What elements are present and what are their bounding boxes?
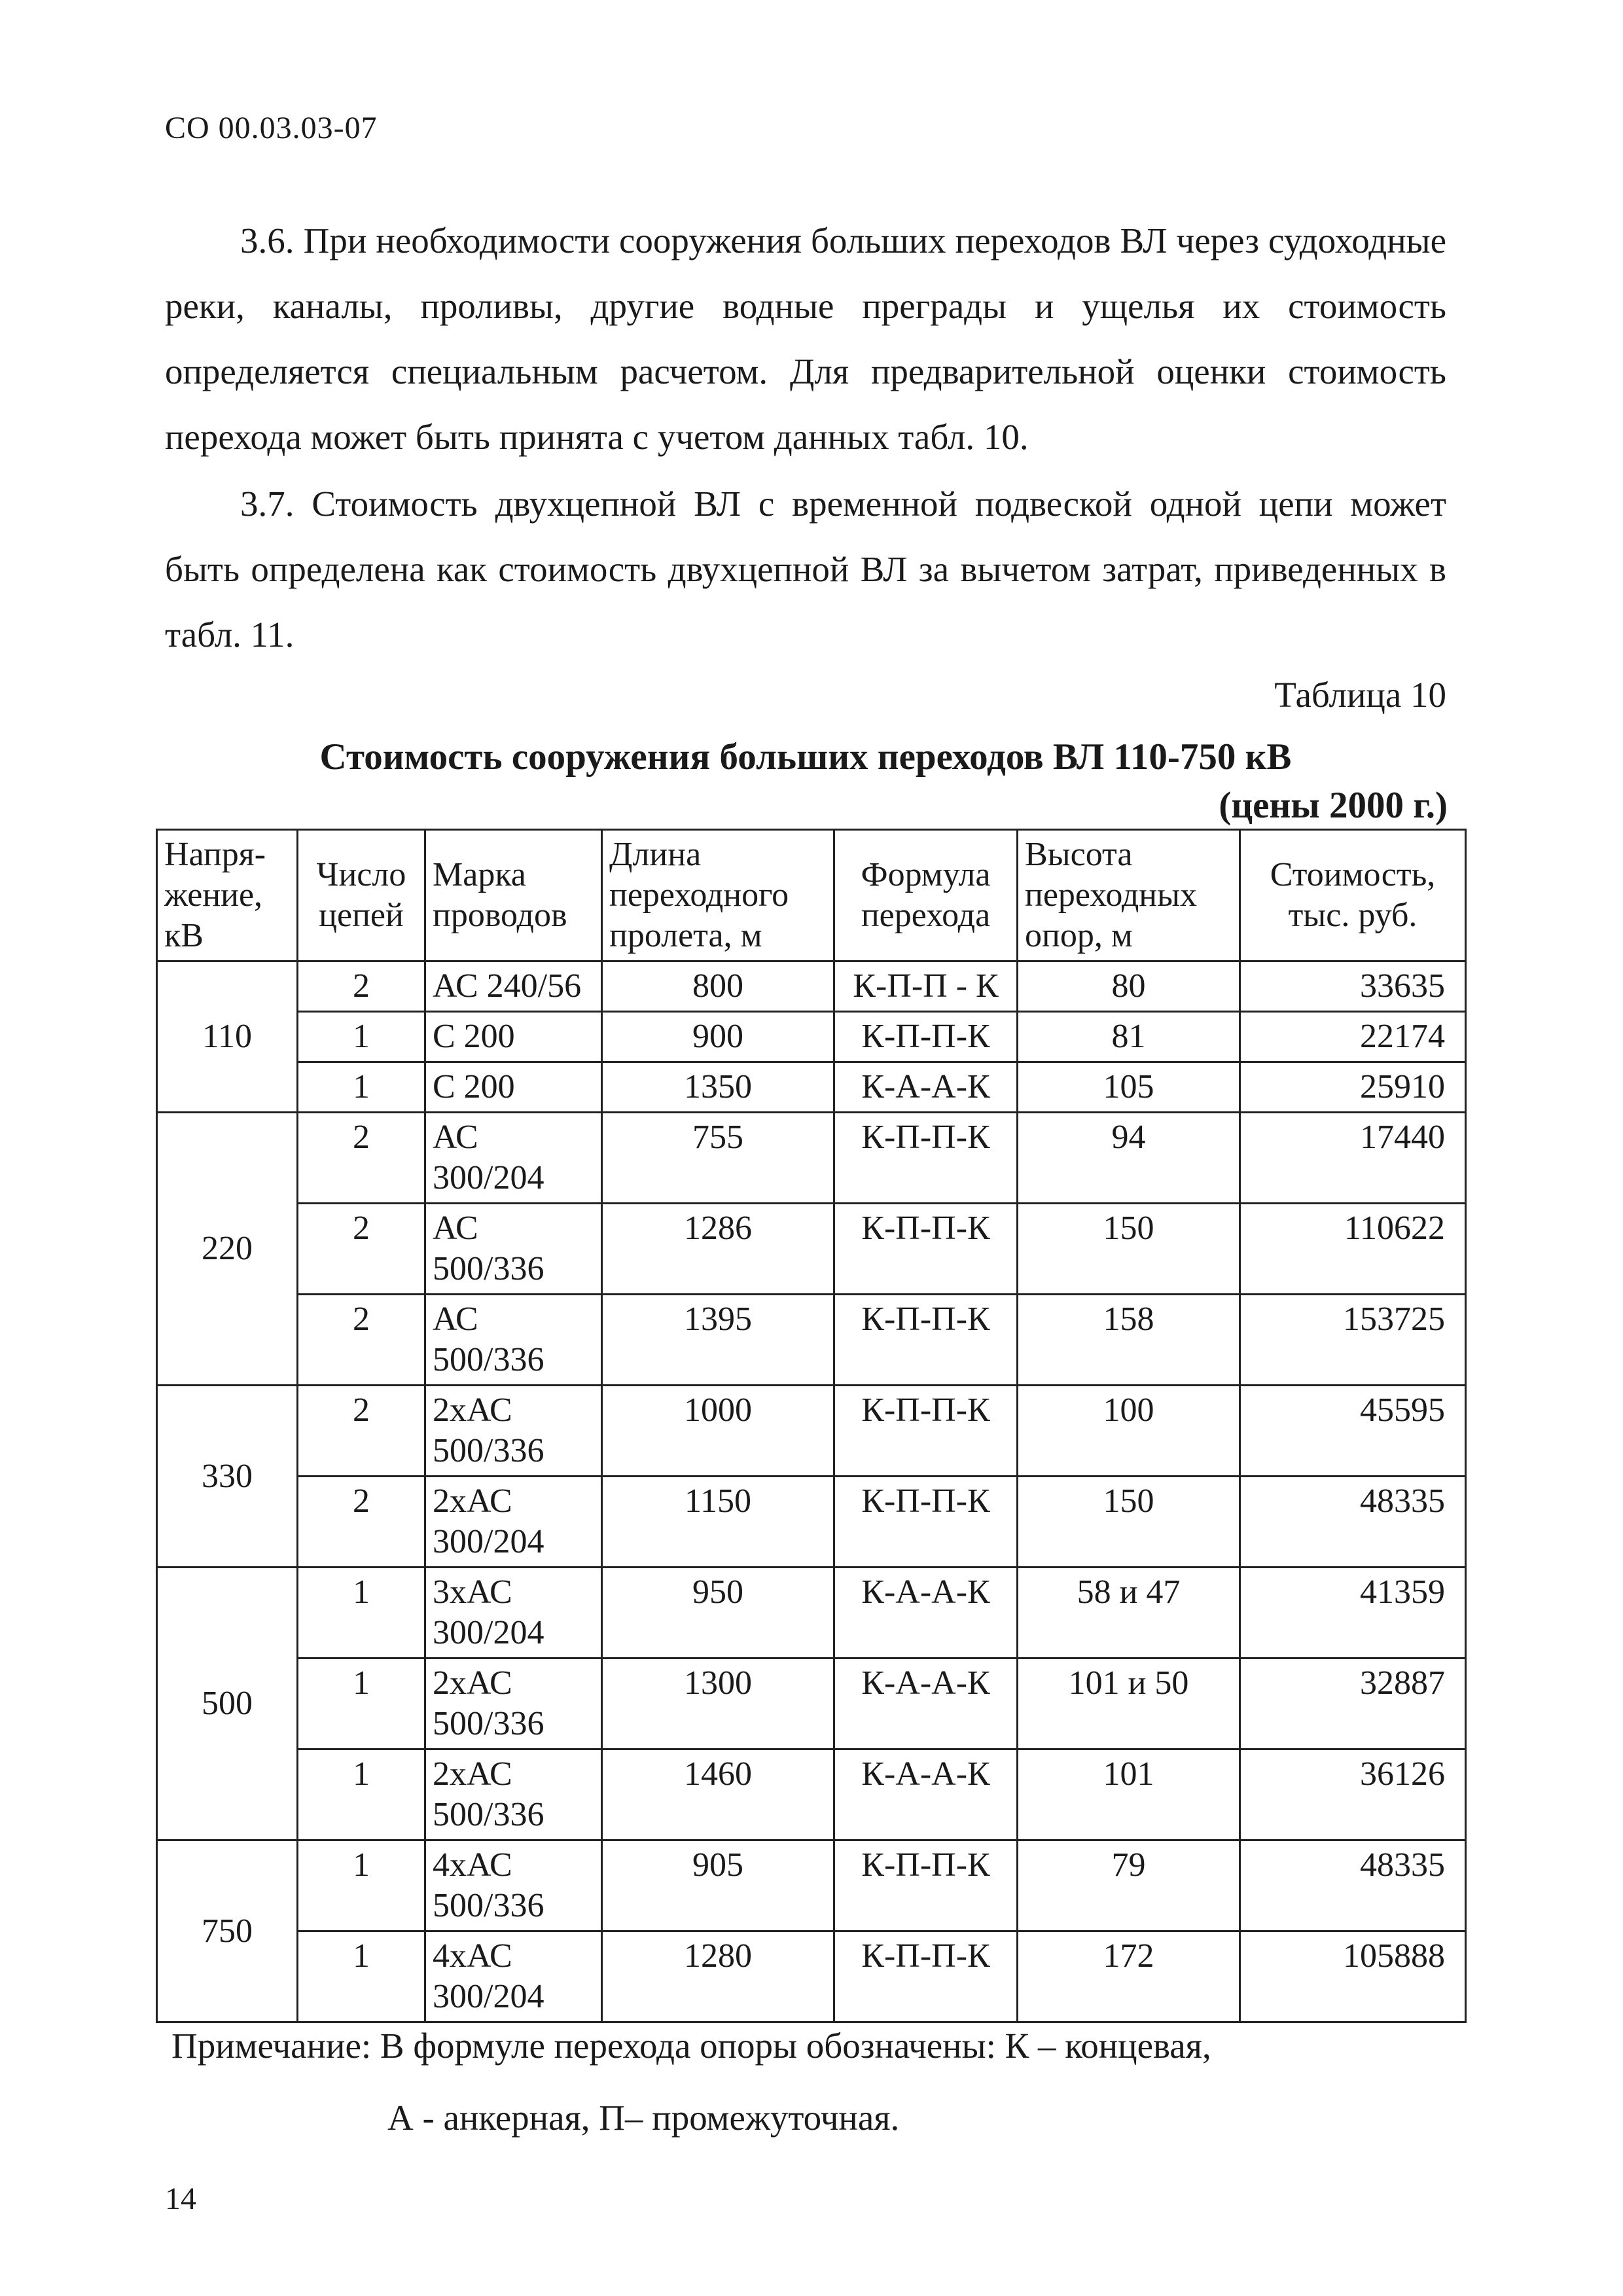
table-row xyxy=(157,961,1466,1012)
cell-span-length: 905 xyxy=(602,1840,834,1931)
table-body xyxy=(157,961,1466,2022)
header-voltage: Напря-жение, кВ xyxy=(157,830,298,961)
cell-tower-height: 150 xyxy=(1018,1477,1240,1568)
cell-circuits: 1 xyxy=(298,1659,425,1749)
cell-tower-height: 158 xyxy=(1018,1295,1240,1386)
cell-span-length: 950 xyxy=(602,1568,834,1659)
table-row xyxy=(157,1062,1466,1113)
table-label: Таблица 10 xyxy=(1274,675,1446,715)
cell-span-length: 1460 xyxy=(602,1749,834,1840)
cell-cost: 22174 xyxy=(1240,1012,1466,1062)
table-row xyxy=(157,1659,1466,1749)
crossing-cost-table xyxy=(156,829,1467,2023)
table-subtitle: (цены 2000 г.) xyxy=(1219,785,1448,826)
cell-tower-height: 81 xyxy=(1018,1012,1240,1062)
cell-cost: 45595 xyxy=(1240,1386,1466,1477)
cell-circuits: 1 xyxy=(298,1062,425,1113)
table-row xyxy=(157,1749,1466,1840)
cell-span-length: 1150 xyxy=(602,1477,834,1568)
cell-wire: АС 500/336 xyxy=(425,1204,602,1295)
header-span-length: Длина переходного пролета, м xyxy=(602,830,834,961)
cell-tower-height: 79 xyxy=(1018,1840,1240,1931)
cell-cost: 25910 xyxy=(1240,1062,1466,1113)
cell-formula: К-П-П-К xyxy=(834,1477,1018,1568)
cell-cost: 105888 xyxy=(1240,1931,1466,2022)
cell-wire: С 200 xyxy=(425,1062,602,1113)
cell-circuits: 2 xyxy=(298,961,425,1012)
cell-span-length: 1395 xyxy=(602,1295,834,1386)
cell-cost: 32887 xyxy=(1240,1659,1466,1749)
cell-span-length: 1300 xyxy=(602,1659,834,1749)
cell-circuits: 1 xyxy=(298,1840,425,1931)
cell-tower-height: 94 xyxy=(1018,1113,1240,1204)
cell-voltage: 750 xyxy=(157,1840,298,2022)
cell-span-length: 900 xyxy=(602,1012,834,1062)
cell-wire: 2хАС 500/336 xyxy=(425,1749,602,1840)
cell-circuits: 2 xyxy=(298,1477,425,1568)
cell-cost: 17440 xyxy=(1240,1113,1466,1204)
cell-tower-height: 105 xyxy=(1018,1062,1240,1113)
cell-wire: АС 240/56 xyxy=(425,961,602,1012)
cell-formula: К-А-А-К xyxy=(834,1568,1018,1659)
cell-circuits: 2 xyxy=(298,1113,425,1204)
cell-formula: К-П-П-К xyxy=(834,1113,1018,1204)
table-row xyxy=(157,1568,1466,1659)
paragraph-3-6: 3.6. При необходимости сооружения больших переходов ВЛ через судоходные реки, каналы, проливы, другие водные преграды и ущелья их стоимость определяется специальным расчетом. Для предварительной оценки стоимость перехода может быть принята с учетом данных табл. 10. xyxy=(165,221,1446,457)
cell-cost: 33635 xyxy=(1240,961,1466,1012)
cell-formula: К-П-П-К xyxy=(834,1386,1018,1477)
table-row xyxy=(157,1931,1466,2022)
header-circuits: Число цепей xyxy=(298,830,425,961)
cell-tower-height: 58 и 47 xyxy=(1018,1568,1240,1659)
table-row xyxy=(157,1295,1466,1386)
table-title: Стоимость сооружения больших переходов ВЛ 110-750 кВ xyxy=(319,736,1292,778)
table-note-line1: Примечание: В формуле перехода опоры обозначены: К – концевая, xyxy=(171,2026,1211,2066)
cell-circuits: 2 xyxy=(298,1295,425,1386)
cell-span-length: 1286 xyxy=(602,1204,834,1295)
cell-formula: К-П-П - К xyxy=(834,961,1018,1012)
cell-circuits: 1 xyxy=(298,1568,425,1659)
header-formula: Формула перехода xyxy=(834,830,1018,961)
cell-voltage: 330 xyxy=(157,1386,298,1568)
cell-cost: 48335 xyxy=(1240,1477,1466,1568)
paragraph-3-7: 3.7. Стоимость двухцепной ВЛ с временной подвеской одной цепи может быть определена как стоимость двухцепной ВЛ за вычетом затрат, приведенных в табл. 11. xyxy=(165,484,1446,655)
cell-span-length: 1280 xyxy=(602,1931,834,2022)
cell-circuits: 1 xyxy=(298,1749,425,1840)
table-row xyxy=(157,1840,1466,1931)
table-row xyxy=(157,1012,1466,1062)
cell-tower-height: 172 xyxy=(1018,1931,1240,2022)
cell-wire: АС 500/336 xyxy=(425,1295,602,1386)
cell-span-length: 800 xyxy=(602,961,834,1012)
header-wire: Марка проводов xyxy=(425,830,602,961)
cell-circuits: 2 xyxy=(298,1204,425,1295)
cell-circuits: 2 xyxy=(298,1386,425,1477)
table-row xyxy=(157,1113,1466,1204)
cell-wire: 4хАС 500/336 xyxy=(425,1840,602,1931)
cell-formula: К-П-П-К xyxy=(834,1295,1018,1386)
page-number: 14 xyxy=(165,2181,196,2216)
cell-tower-height: 150 xyxy=(1018,1204,1240,1295)
cell-voltage: 500 xyxy=(157,1568,298,1840)
table-note-line2: А - анкерная, П– промежуточная. xyxy=(387,2098,900,2138)
cell-span-length: 1350 xyxy=(602,1062,834,1113)
table-row xyxy=(157,1386,1466,1477)
table-header-row xyxy=(157,830,1466,961)
header-cost: Стоимость, тыс. руб. xyxy=(1240,830,1466,961)
cell-cost: 36126 xyxy=(1240,1749,1466,1840)
cell-formula: К-А-А-К xyxy=(834,1659,1018,1749)
document-code: СО 00.03.03-07 xyxy=(165,111,378,145)
cell-wire: 2хАС 500/336 xyxy=(425,1386,602,1477)
cell-tower-height: 100 xyxy=(1018,1386,1240,1477)
cell-cost: 41359 xyxy=(1240,1568,1466,1659)
cell-voltage: 220 xyxy=(157,1113,298,1386)
header-tower-height: Высота переходных опор, м xyxy=(1018,830,1240,961)
cell-formula: К-П-П-К xyxy=(834,1931,1018,2022)
cell-cost: 48335 xyxy=(1240,1840,1466,1931)
cell-cost: 153725 xyxy=(1240,1295,1466,1386)
cell-formula: К-А-А-К xyxy=(834,1749,1018,1840)
table-row xyxy=(157,1477,1466,1568)
cell-wire: 4хАС 300/204 xyxy=(425,1931,602,2022)
cell-formula: К-А-А-К xyxy=(834,1062,1018,1113)
cell-wire: 3хАС 300/204 xyxy=(425,1568,602,1659)
cell-circuits: 1 xyxy=(298,1012,425,1062)
cell-wire: АС 300/204 xyxy=(425,1113,602,1204)
cell-tower-height: 80 xyxy=(1018,961,1240,1012)
cell-tower-height: 101 и 50 xyxy=(1018,1659,1240,1749)
cell-wire: 2хАС 500/336 xyxy=(425,1659,602,1749)
cell-span-length: 1000 xyxy=(602,1386,834,1477)
cell-cost: 110622 xyxy=(1240,1204,1466,1295)
cell-circuits: 1 xyxy=(298,1931,425,2022)
cell-span-length: 755 xyxy=(602,1113,834,1204)
cell-formula: К-П-П-К xyxy=(834,1840,1018,1931)
cell-voltage: 110 xyxy=(157,961,298,1113)
table-row xyxy=(157,1204,1466,1295)
cell-wire: С 200 xyxy=(425,1012,602,1062)
cell-formula: К-П-П-К xyxy=(834,1012,1018,1062)
cell-formula: К-П-П-К xyxy=(834,1204,1018,1295)
cell-tower-height: 101 xyxy=(1018,1749,1240,1840)
cell-wire: 2хАС 300/204 xyxy=(425,1477,602,1568)
